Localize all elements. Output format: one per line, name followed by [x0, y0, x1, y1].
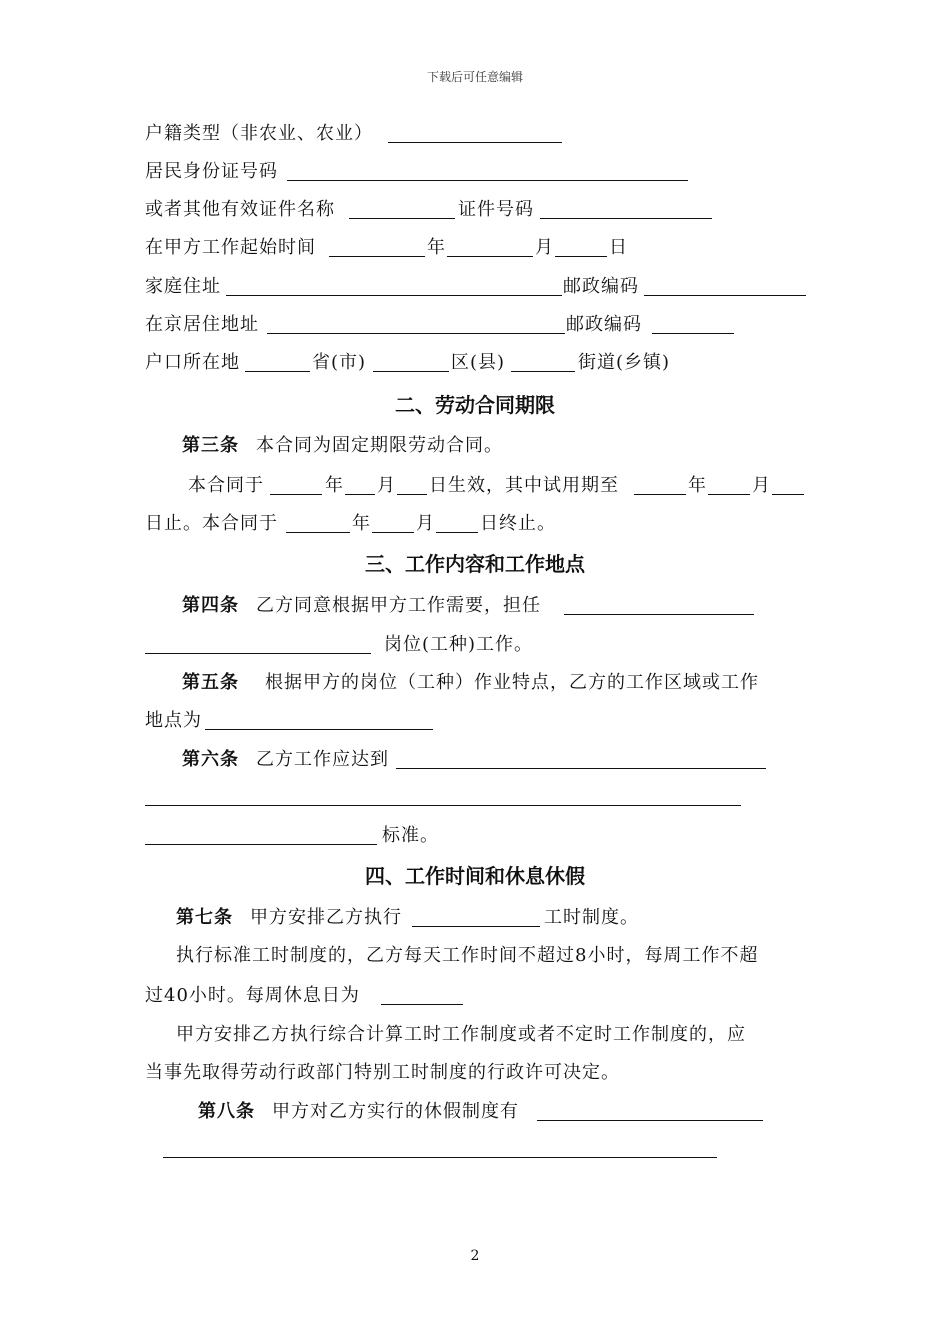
standard-label: 标准。 [382, 825, 439, 846]
start-time-line [0, 234, 950, 262]
home-address-label: 家庭住址 [145, 276, 221, 297]
position-blank-1[interactable] [564, 614, 754, 615]
province-blank[interactable] [245, 371, 310, 372]
term-start-label: 本合同于 [188, 475, 264, 496]
article4-label: 第四条 [182, 595, 239, 616]
section4-heading: 四、工作时间和休息休假 [365, 864, 585, 888]
probation-year-blank[interactable] [634, 494, 686, 495]
standard-blank-2[interactable] [145, 805, 741, 806]
beijing-address-blank[interactable] [267, 333, 565, 334]
article4-line [0, 592, 950, 620]
article7-line [0, 904, 950, 932]
contract-term-line2 [0, 510, 950, 538]
article5-line2 [0, 707, 950, 735]
postcode-label: 邮政编码 [563, 276, 639, 297]
article5-label: 第五条 [182, 672, 239, 693]
leave-system-blank-1[interactable] [537, 1120, 763, 1121]
article8-label: 第八条 [198, 1101, 255, 1122]
beijing-address-label: 在京居住地址 [145, 314, 259, 335]
effective-year-label: 年 [325, 475, 344, 496]
rest-day-blank[interactable] [381, 1004, 463, 1005]
end-day-label: 日终止。 [480, 513, 556, 534]
probation-text: 日生效，其中试用期至 [429, 475, 619, 496]
end-month-label: 月 [416, 513, 435, 534]
hukou-type-label: 户籍类型（非农业、农业） [145, 123, 373, 144]
beijing-address-line [0, 311, 950, 339]
article4-text: 乙方同意根据甲方工作需要，担任 [256, 595, 541, 616]
district-label: 区(县) [451, 352, 506, 373]
end-day-blank[interactable] [436, 532, 478, 533]
article7-text: 甲方安排乙方执行 [250, 907, 402, 928]
article3-label: 第三条 [182, 435, 239, 456]
id-number-line [0, 158, 950, 186]
year-label: 年 [427, 237, 446, 258]
home-address-blank[interactable] [226, 295, 562, 296]
hukou-type-blank[interactable] [388, 142, 562, 143]
id-number-label: 居民身份证号码 [145, 161, 278, 182]
page-header: 下载后可任意编辑 [426, 70, 523, 84]
position-blank-2[interactable] [145, 653, 371, 654]
month-label: 月 [535, 237, 554, 258]
hukou-type-line [0, 120, 950, 148]
district-blank[interactable] [373, 371, 449, 372]
postcode2-blank[interactable] [652, 333, 734, 334]
probation-month-label: 月 [752, 475, 771, 496]
day-label: 日 [609, 237, 628, 258]
other-id-name-blank[interactable] [349, 218, 455, 219]
standard-hours-text2: 过40小时。每周休息日为 [145, 985, 360, 1006]
effective-month-blank[interactable] [345, 494, 375, 495]
standard-blank-3[interactable] [145, 844, 377, 845]
article3-line [0, 432, 950, 460]
start-year-blank[interactable] [329, 256, 425, 257]
article4-tail: 岗位(工种)工作。 [384, 634, 534, 655]
section3-heading: 三、工作内容和工作地点 [365, 552, 585, 576]
article7-label: 第七条 [176, 907, 233, 928]
section2-heading: 二、劳动合同期限 [395, 393, 555, 417]
work-place-label: 地点为 [145, 710, 202, 731]
street-label: 街道(乡镇) [578, 352, 671, 373]
postcode-blank[interactable] [644, 295, 806, 296]
effective-month-label: 月 [377, 475, 396, 496]
article6-line [0, 746, 950, 774]
effective-year-blank[interactable] [270, 494, 322, 495]
article4-line2 [0, 631, 950, 659]
comprehensive-hours-line2 [0, 1059, 950, 1087]
other-id-label: 或者其他有效证件名称 [145, 199, 335, 220]
standard-hours-line2 [0, 982, 950, 1010]
street-blank[interactable] [511, 371, 575, 372]
hukou-location-line [0, 349, 950, 377]
standard-blank-1[interactable] [396, 768, 766, 769]
work-hour-system-blank[interactable] [412, 926, 540, 927]
start-time-label: 在甲方工作起始时间 [145, 237, 316, 258]
start-day-blank[interactable] [555, 256, 607, 257]
postcode2-label: 邮政编码 [566, 314, 642, 335]
page-number: 2 [470, 1248, 480, 1264]
id-number-blank[interactable] [287, 180, 688, 181]
probation-month-blank[interactable] [708, 494, 750, 495]
article6-text: 乙方工作应达到 [256, 749, 389, 770]
other-id-line [0, 196, 950, 224]
article6-label: 第六条 [182, 749, 239, 770]
term-end-prefix: 日止。本合同于 [145, 513, 278, 534]
article8-text: 甲方对乙方实行的休假制度有 [272, 1101, 519, 1122]
article5-line [0, 669, 950, 697]
home-address-line [0, 273, 950, 301]
end-month-blank[interactable] [372, 532, 414, 533]
province-label: 省(市) [312, 352, 367, 373]
effective-day-blank[interactable] [397, 494, 427, 495]
start-month-blank[interactable] [447, 256, 533, 257]
id-no-label: 证件号码 [458, 199, 534, 220]
contract-term-line1 [0, 472, 950, 500]
comprehensive-hours-line1 [0, 1021, 950, 1049]
article5-text: 根据甲方的岗位（工种）作业特点，乙方的工作区域或工作 [265, 672, 759, 693]
id-no-blank[interactable] [540, 218, 712, 219]
comprehensive-hours-text2: 当事先取得劳动行政部门特别工时制度的行政许可决定。 [145, 1062, 620, 1083]
hukou-location-label: 户口所在地 [145, 352, 240, 373]
leave-system-blank-2[interactable] [163, 1157, 717, 1158]
work-place-blank[interactable] [205, 729, 433, 730]
article8-line [0, 1098, 950, 1126]
article3-text: 本合同为固定期限劳动合同。 [256, 435, 503, 456]
standard-hours-text1: 执行标准工时制度的，乙方每天工作时间不超过8小时，每周工作不超 [176, 945, 759, 966]
probation-day-blank[interactable] [772, 494, 804, 495]
end-year-blank[interactable] [286, 532, 350, 533]
end-year-label: 年 [352, 513, 371, 534]
standard-hours-line1 [0, 942, 950, 970]
article6-line3 [0, 822, 950, 850]
article7-tail: 工时制度。 [544, 907, 639, 928]
probation-year-label: 年 [688, 475, 707, 496]
comprehensive-hours-text1: 甲方安排乙方执行综合计算工时工作制度或者不定时工作制度的，应 [176, 1024, 746, 1045]
